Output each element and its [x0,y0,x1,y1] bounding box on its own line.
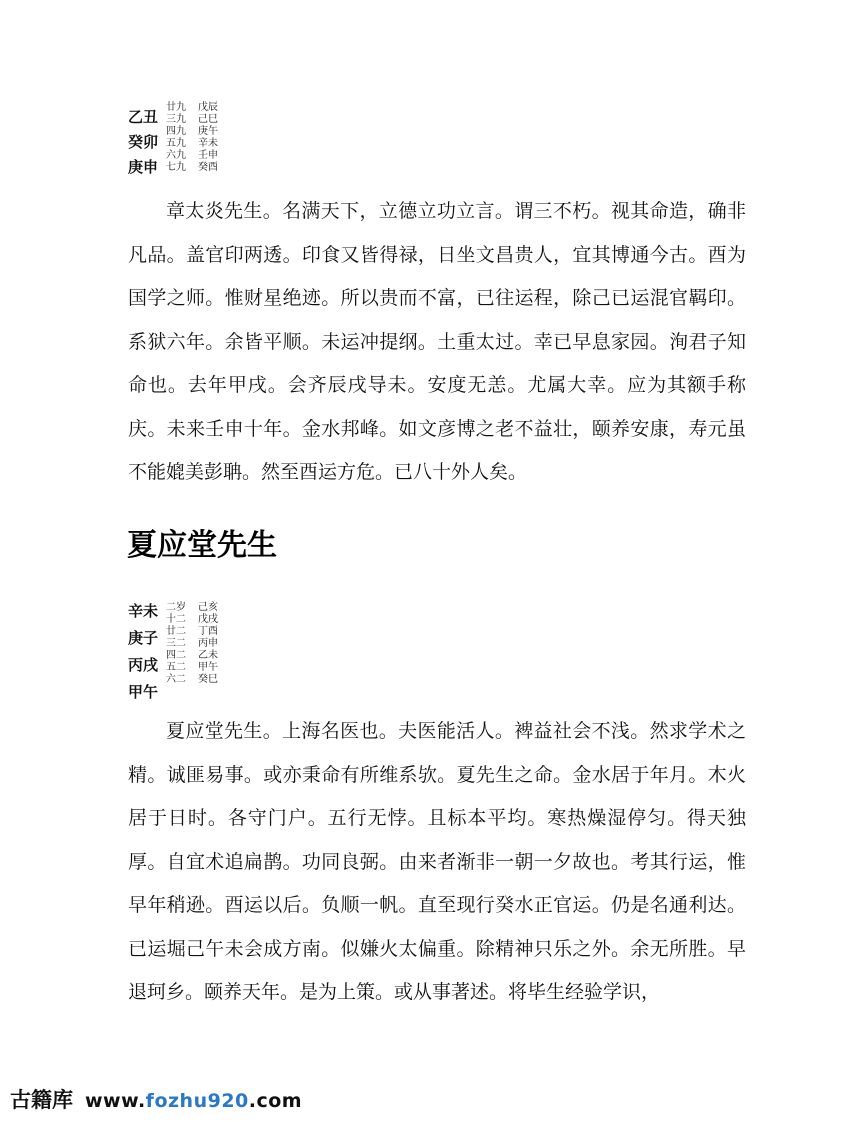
luck-row [166,114,218,126]
body-paragraph-zhang-taiyan: 章太炎先生。名满天下，立德立功立言。谓三不朽。视其命造，确非凡品。盖官印两透。印食又皆得禄，日坐文昌贵人，宜其博通今古。酉为国学之师。惟财星绝迹。所以贵而不富，已往运程，除己已运混官羁印。系狱六年。余皆平顺。未运冲提纲。土重太过。幸已早息家园。洵君子知命也。去年甲戌。会齐辰戌导未。安度无恙。尤属大幸。应为其额手称庆。未来壬申十年。金水邦峰。如文彦博之老不益壮，颐养安康，寿元虽不能媲美彭聃。然至酉运方危。已八十外人矣。 [128,200,746,483]
luck-pillar: 乙未 [198,650,219,661]
luck-age: 廿二 [166,626,187,637]
pillar-month: 癸卯 [128,133,159,151]
section-heading: 夏应堂先生 [127,528,277,563]
four-pillars [128,102,158,185]
luck-row [166,150,218,162]
luck-age: 三九 [166,114,187,125]
luck-pillar: 丁酉 [198,626,219,637]
pillar-day: 庚申 [128,158,159,176]
luck-age: 廿九 [166,102,187,113]
bazi-chart-zhang-taiyan [128,102,218,185]
luck-pillars [166,102,218,174]
luck-row [166,126,218,138]
pillar-hour: 甲午 [128,683,159,701]
bazi-chart-xia-yingtang [128,602,218,712]
luck-pillar: 戊辰 [198,102,219,113]
luck-age: 七九 [166,162,187,173]
url-accent: fozhu920 [145,1090,249,1112]
luck-age: 四二 [166,650,187,661]
four-pillars [128,602,158,712]
luck-pillar: 己巳 [198,114,219,125]
luck-age: 六二 [166,674,187,685]
luck-age: 四九 [166,126,187,137]
luck-row [166,138,218,150]
luck-pillar: 癸酉 [198,162,219,173]
luck-pillar: 壬申 [198,150,219,161]
luck-row [166,162,218,174]
luck-pillar: 辛未 [198,138,219,149]
luck-pillar: 甲午 [198,662,219,673]
luck-row [166,674,218,686]
luck-row [166,662,218,674]
url-suffix: .com [248,1090,303,1112]
pillar-day: 丙戌 [128,656,159,674]
luck-row [166,626,218,638]
luck-pillar: 癸巳 [198,674,219,685]
luck-pillar: 庚午 [198,126,219,137]
luck-pillar: 己亥 [198,602,219,613]
pillar-year: 辛未 [128,602,159,620]
site-name: 古籍库 [10,1088,73,1112]
luck-age: 六九 [166,150,187,161]
luck-pillar: 戊戌 [198,614,219,625]
luck-age: 五二 [166,662,187,673]
luck-row [166,638,218,650]
pillar-month: 庚子 [128,629,159,647]
body-paragraph-xia-yingtang: 夏应堂先生。上海名医也。夫医能活人。裨益社会不浅。然求学术之精。诚匪易事。或亦秉命有所维系欤。夏先生之命。金水居于年月。木火居于日时。各守门户。五行无悖。且标本平均。寒热燥湿停匀。得天独厚。自宜术追扁鹊。功同良弼。由来者渐非一朝一夕故也。考其行运，惟早年稍逊。酉运以后。负顺一帆。直至现行癸水正官运。仍是名通利达。已运堀己午未会成方南。似嫌火太偏重。除精神只乐之外。余无所胜。早退珂乡。颐养天年。是为上策。或从事著述。将毕生经验学识， [128,720,746,1003]
luck-age: 三二 [166,638,187,649]
site-url [85,1090,302,1112]
url-prefix: www. [85,1090,146,1112]
luck-age: 十二 [166,614,187,625]
luck-row [166,102,218,114]
luck-age: 二岁 [166,602,187,613]
luck-row [166,602,218,614]
luck-row [166,650,218,662]
luck-pillar: 丙申 [198,638,219,649]
luck-age: 五九 [166,138,187,149]
site-watermark [10,1084,302,1114]
luck-pillars [166,602,218,686]
luck-row [166,614,218,626]
pillar-year: 乙丑 [128,108,159,126]
